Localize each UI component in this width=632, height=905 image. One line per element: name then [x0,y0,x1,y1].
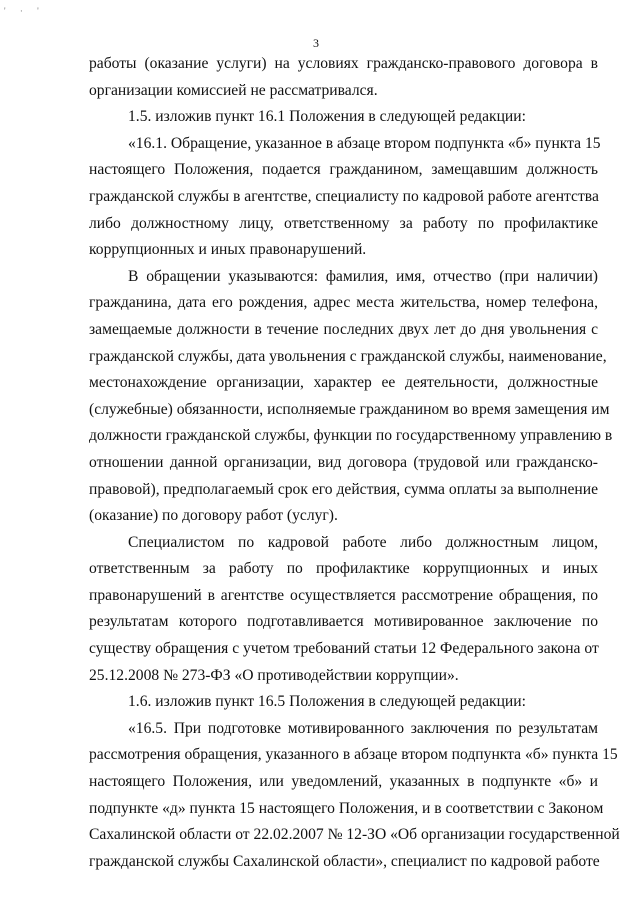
text-line: (оказание) по договору работ (услуг). [89,507,338,525]
document-body [89,51,620,875]
text-line: отношении данной организации, вид договора (трудовой или гражданско- [89,453,598,471]
text-line: Сахалинской области от 22.02.2007 № 12-ЗО «Об организации государственной [89,826,620,844]
text-line: (служебные) обязанности, исполняемые гражданином во время замещения им [89,400,610,418]
text-line: организации комиссией не рассматривался. [89,81,378,99]
page-number: 3 [313,36,319,50]
text-line: результатам которого подготавливается мотивированное заключение по [89,613,598,631]
text-line: 1.6. изложив пункт 16.5 Положения в следующей редакции: [128,693,526,711]
text-line: правовой), предполагаемый срок его действия, сумма оплаты за выполнение [89,480,598,498]
text-line: правонарушений в агентстве осуществляется рассмотрение обращения, по [89,586,598,604]
text-line: настоящего Положения, или уведомлений, указанных в подпункте «б» и [89,773,598,791]
text-line: Специалистом по кадровой работе либо должностным лицом, [128,533,598,551]
text-line: либо должностному лицу, ответственному за работу по профилактике [89,214,598,232]
text-line: настоящего Положения, подается гражданином, замещавшим должность [89,161,598,179]
text-line: гражданской службы в агентстве, специалисту по кадровой работе агентства [89,187,599,205]
text-line: гражданской службы Сахалинской области», специалист по кадровой работе [89,852,600,870]
scan-marks: ' · ' [4,6,45,16]
text-line: 25.12.2008 № 273-ФЗ «О противодействии коррупции». [89,666,459,684]
text-line: коррупционных и иных правонарушений. [89,241,367,259]
text-line: подпункте «д» пункта 15 настоящего Положения, и в соответствии с Законом [89,799,604,817]
text-line: местонахождение организации, характер ее деятельности, должностные [89,374,598,392]
text-line: ответственным за работу по профилактике коррупционных и иных [89,560,598,578]
text-line: «16.1. Обращение, указанное в абзаце втором подпункта «б» пункта 15 [128,134,601,152]
text-line: должности гражданской службы, функции по государственному управлению в [89,427,613,445]
text-line: гражданской службы, дата увольнения с гражданской службы, наименование, [89,347,607,365]
text-line: 1.5. изложив пункт 16.1 Положения в следующей редакции: [128,108,526,126]
text-line: рассмотрения обращения, указанного в абзаце втором подпункта «б» пункта 15 [89,746,618,764]
text-line: существу обращения с учетом требований статьи 12 Федерального закона от [89,640,599,658]
text-line: замещаемые должности в течение последних двух лет до дня увольнения с [89,320,598,338]
text-line: «16.5. При подготовке мотивированного заключения по результатам [128,719,598,737]
text-line: гражданина, дата его рождения, адрес места жительства, номер телефона, [89,294,598,312]
text-line: В обращении указываются: фамилия, имя, отчество (при наличии) [128,267,598,285]
text-line: работы (оказание услуги) на условиях гражданско-правового договора в [89,55,598,72]
